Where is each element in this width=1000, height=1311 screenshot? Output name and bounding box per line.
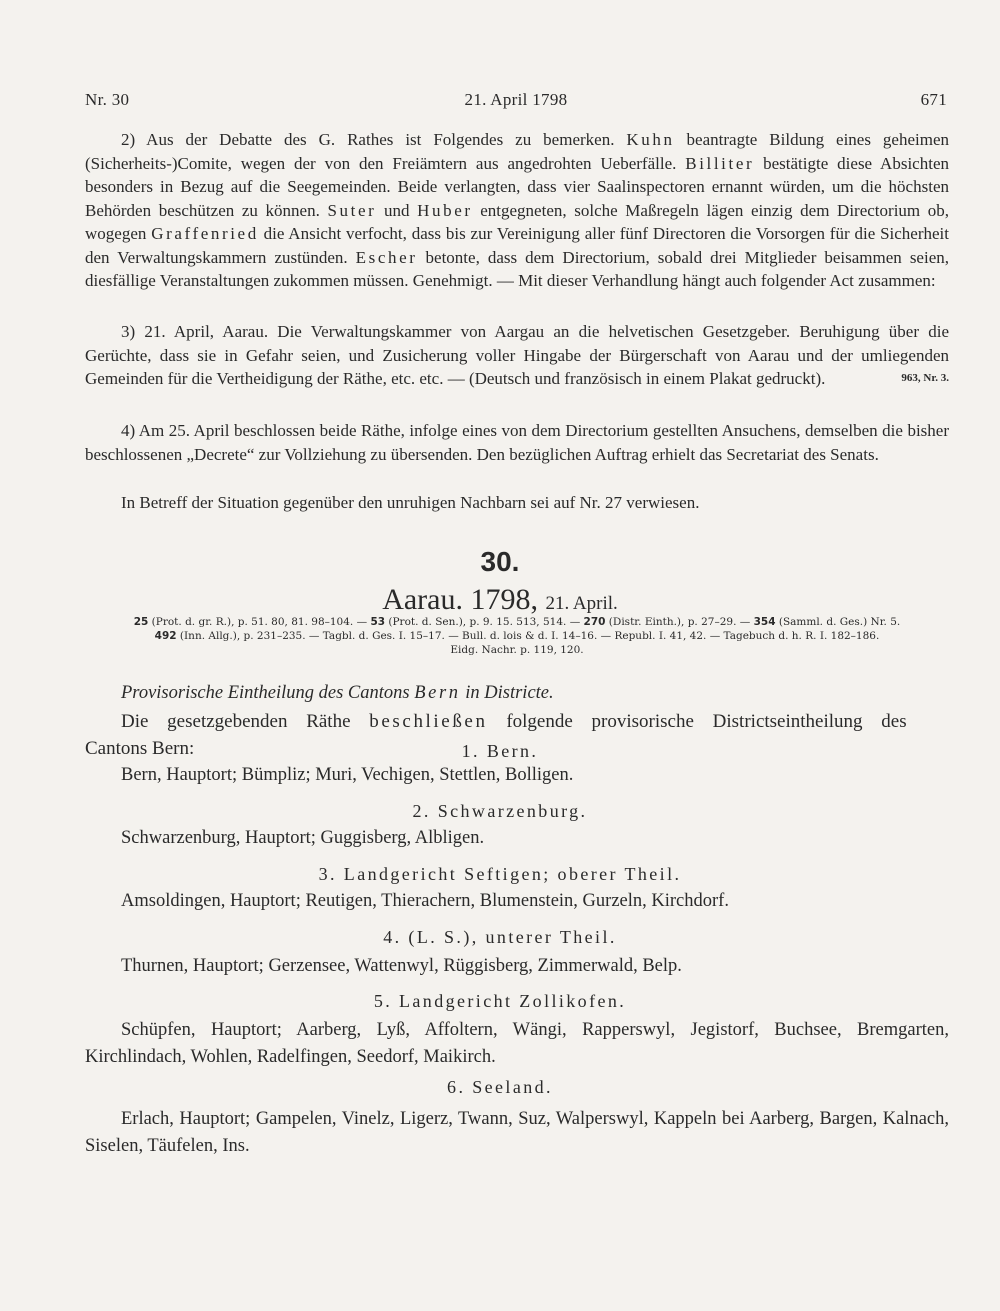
text-span: in Districte. [460, 683, 554, 703]
district-places: Amsoldingen, Hauptort; Reutigen, Thierachern, Blumenstein, Gurzeln, Kirchdorf. [121, 891, 729, 911]
text-span: Provisorische Eintheilung des Cantons [121, 683, 415, 703]
page-header [85, 90, 947, 114]
district-places: Bern, Hauptort; Bümpliz; Muri, Vechigen, Stettlen, Bolligen. [121, 765, 574, 785]
text-span: Cantons Bern: [85, 738, 195, 759]
spaced-name: Graffenried [151, 224, 259, 243]
ref-number: 53 [370, 616, 386, 628]
district-heading: 3. Landgericht Seftigen; oberer Theil. [318, 864, 682, 884]
district-heading: 4. (L. S.), unterer Theil. [383, 927, 617, 947]
ref-text: (Prot. d. gr. R.), p. 51. 80, 81. 98–104. — [148, 616, 371, 628]
spaced-name: Bern [414, 683, 461, 703]
document-subject [121, 683, 554, 704]
text-span: Erlach, Hauptort; Gampelen, Vinelz, Ligerz, Twann, Suz, Walperswyl, Kappeln bei Aarberg, Bargen, Kalnach, Siselen, Täufelen, Ins. [85, 1109, 949, 1156]
ref-text: (Distr. Einth.), p. 27–29. — [605, 616, 754, 628]
reference-line [85, 629, 949, 643]
ref-number: 25 [133, 616, 149, 628]
text-span: Schüpfen, Hauptort; Aarberg, Lyß, Affoltern, Wängi, Rapperswyl, Jegistorf, Buchsee, Bremgarten, Kirchlindach, Wohlen, Radelfingen, Seedorf, Maikirch. [85, 1020, 949, 1067]
document-heading [0, 583, 1000, 617]
text-span: In Betreff der Situation gegenüber den unruhigen Nachbarn sei auf Nr. 27 verwiesen. [121, 493, 700, 512]
spaced-name: Kuhn [626, 130, 675, 149]
ref-number: 354 [753, 616, 776, 628]
district-heading: 2. Schwarzenburg. [412, 801, 588, 821]
district-heading: 6. Seeland. [447, 1077, 553, 1097]
spaced-name: Huber [417, 200, 473, 220]
reference-line [85, 615, 949, 629]
text-span: 2) Aus der Debatte des G. Rathes ist Folgendes zu bemerken. [121, 130, 627, 149]
ref-number: 270 [583, 616, 606, 628]
district-places [85, 1017, 949, 1071]
ref-text: (Inn. Allg.), p. 231–235. — Tagbl. d. Ges. I. 15–17. — Bull. d. lois & d. I. 14–16. — Republ. I. 41, 42. — Tagebuch d. h. R. I. 182–186. [176, 630, 880, 642]
document-date: 21. April. [545, 593, 618, 614]
paragraph-2 [85, 128, 949, 293]
document-heading-number: 30. [480, 546, 520, 577]
text-span: 4) Am 25. April beschlossen beide Räthe, infolge eines von dem Directorium gestellten Ansuchens, demselben die bisher beschlossenen „Decrete“ zur Vollziehung zu übersenden. Den bezüglichen Auftrag erhielt das Secretariat des Senats. [85, 421, 949, 464]
source-references [85, 615, 949, 657]
district-places [85, 1106, 949, 1160]
paragraph-3 [85, 320, 949, 391]
document-number: Nr. 30 [85, 90, 130, 109]
text-span: betonte, dass dem Directorium, sobald drei Mitglieder beisammen seien, diesfällige Veranstaltungen zukommen müssen. Genehmigt. — Mit dieser Verhandlung hängt auch folgender Act zusammen: [85, 247, 949, 290]
spaced-name: Billiter [685, 153, 755, 173]
spaced-word: beschließen [369, 711, 488, 732]
reference-line [85, 643, 949, 657]
paragraph-5 [85, 491, 949, 515]
district-heading: 5. Landgericht Zollikofen. [373, 991, 627, 1011]
text-span: die Ansicht verfocht, dass bis zur Vereinigung aller fünf Directoren die Vorsorgen für die Sicherheit den Verwaltungskammern zustünden. [85, 224, 949, 267]
district-places: Thurnen, Hauptort; Gerzensee, Wattenwyl, Rüggisberg, Zimmerwald, Belp. [121, 956, 682, 976]
text-span: Die gesetzgebenden Räthe [121, 711, 370, 732]
text-span: und [376, 200, 418, 220]
text-span: 3) 21. April, Aarau. Die Verwaltungskammer von Aargau an die helvetischen Gesetzgeber. Beruhigung über die Gerüchte, dass sie in Gefahr seien, und Zusicherung voller Hingabe der Bürgerschaft von Aarau und der umliegenden Gemeinden für die Vertheidigung der Räthe, etc. etc. — (Deutsch und französisch in einem Plakat gedruckt). [85, 322, 949, 388]
ref-text: (Prot. d. Sen.), p. 9. 15. 513, 514. — [385, 616, 584, 628]
ref-text: Eidg. Nachr. p. 119, 120. [450, 644, 584, 656]
archive-signature: 963, Nr. 3. [901, 372, 949, 384]
paragraph-4 [85, 419, 949, 466]
spaced-name: Suter [327, 200, 377, 220]
place-year: Aarau. 1798, [382, 583, 538, 616]
ref-number: 492 [154, 630, 177, 642]
text-span: beantragte Bildung eines geheimen (Sicherheits-)Comite, wegen der von den Freiämtern aus angedrohten Ueberfälle. [85, 130, 949, 173]
district-heading: 1. Bern. [461, 741, 539, 761]
district-places: Schwarzenburg, Hauptort; Guggisberg, Albligen. [121, 828, 485, 848]
header-date: 21. April 1798 [464, 90, 568, 109]
text-span: bestätigte diese Absichten besonders in Bezug auf die Seegemeinden. Beide verlangten, dass vier Saalinspectoren ernannt würden, um die höchsten Behörden beschützen zu können. [85, 153, 949, 220]
text-span: entgegneten, solche Maßregeln lägen einzig dem Directorium ob, wogegen [85, 200, 950, 243]
spaced-name: Escher [355, 247, 418, 267]
page-number: 671 [920, 90, 947, 109]
text-span: folgende provisorische Districtseintheilung des [487, 711, 907, 732]
ref-text: (Samml. d. Ges.) Nr. 5. [775, 616, 901, 628]
